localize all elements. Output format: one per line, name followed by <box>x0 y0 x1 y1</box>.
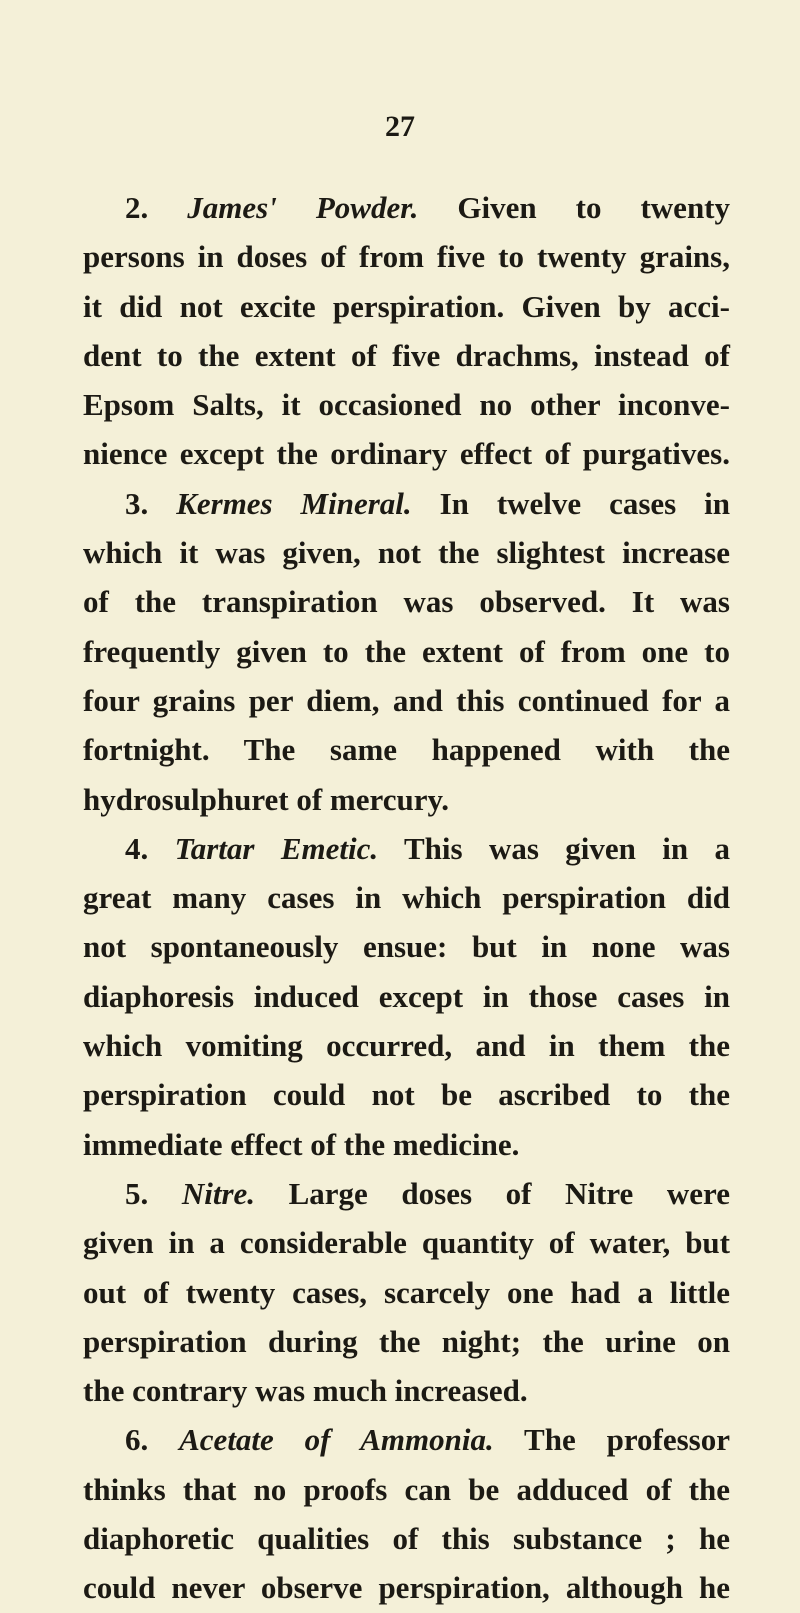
entry-tartar-emetic <box>83 824 730 1169</box>
text-line: diaphoresis induced except in those cases in <box>83 978 730 1014</box>
text-line: thinks that no proofs can be adduced of the <box>83 1471 730 1507</box>
text-line: dent to the extent of five drachms, instead of <box>83 337 730 373</box>
body-text <box>83 183 730 1613</box>
text-line: given in a considerable quantity of water, but <box>83 1225 730 1261</box>
text-line <box>83 183 730 232</box>
entry-heading: Nitre. <box>181 1175 256 1211</box>
text-line: not spontaneously ensue: but in none was <box>83 929 730 965</box>
text-line: diaphoretic qualities of this substance ; he <box>83 1521 730 1557</box>
text-line <box>83 479 730 528</box>
entry-number: 6. <box>125 1422 149 1458</box>
text-line <box>83 824 730 873</box>
text-line: hydrosulphuret of mercury. <box>83 781 450 817</box>
entry-acetate-of-ammonia <box>83 1415 730 1612</box>
text-line: perspiration could not be ascribed to the <box>83 1077 730 1113</box>
entry-heading: Acetate of Ammonia. <box>179 1422 494 1458</box>
line-text: In twelve cases in <box>439 485 731 521</box>
line-text: Given to twenty <box>457 190 731 225</box>
text-line: could never observe perspiration, although he <box>83 1570 730 1606</box>
entry-heading: James' Powder. <box>187 190 419 225</box>
text-line: great many cases in which perspiration did <box>83 880 730 916</box>
entry-number: 3. <box>125 485 149 521</box>
text-line: of the transpiration was observed. It was <box>83 584 730 620</box>
line-text: Large doses of Nitre were <box>288 1175 731 1211</box>
text-line: which it was given, not the slightest increase <box>83 535 730 571</box>
line-text: This was given in a <box>403 830 730 866</box>
entry-james-powder <box>83 183 730 479</box>
text-line: fortnight. The same happened with the <box>83 732 730 768</box>
text-line: out of twenty cases, scarcely one had a little <box>83 1274 730 1310</box>
entry-number: 5. <box>125 1175 149 1211</box>
line-text: The professor <box>524 1422 731 1458</box>
entry-nitre <box>83 1169 730 1415</box>
text-line: which vomiting occurred, and in them the <box>83 1028 730 1064</box>
text-line: Epsom Salts, it occasioned no other inconve- <box>83 387 730 423</box>
entry-number: 2. <box>125 190 149 225</box>
text-line: nience except the ordinary effect of purgatives. <box>83 436 730 472</box>
page-number: 27 <box>385 110 415 143</box>
text-line: the contrary was much increased. <box>83 1373 528 1409</box>
text-line: it did not excite perspiration. Given by acci- <box>83 288 730 324</box>
text-line <box>83 1415 730 1464</box>
entry-heading: Kermes Mineral. <box>176 485 412 521</box>
text-line: persons in doses of from five to twenty grains, <box>83 239 730 275</box>
text-line <box>83 1169 730 1218</box>
text-line: frequently given to the extent of from one to <box>83 633 730 669</box>
text-line: four grains per diem, and this continued for a <box>83 682 730 718</box>
entry-number: 4. <box>125 830 149 866</box>
text-line: perspiration during the night; the urine on <box>83 1323 730 1359</box>
text-line: immediate effect of the medicine. <box>83 1126 520 1162</box>
entry-heading: Tartar Emetic. <box>174 830 379 866</box>
entry-kermes-mineral <box>83 479 730 824</box>
